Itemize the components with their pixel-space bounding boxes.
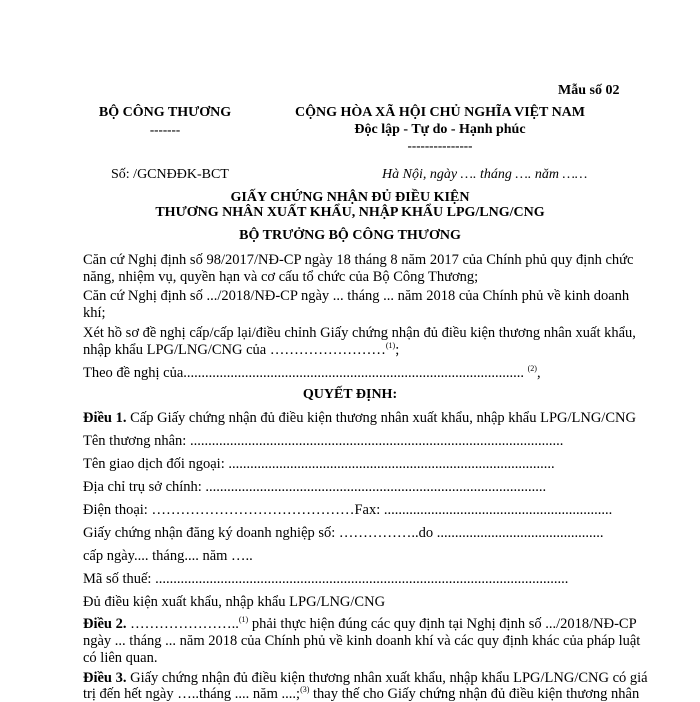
document-number: Số: /GCNĐĐK-BCT	[111, 167, 229, 182]
nation-name: CỘNG HÒA XÃ HỘI CHỦ NGHĨA VIỆT NAM	[294, 105, 585, 120]
eligibility-statement: Đủ điều kiện xuất khẩu, nhập khẩu LPG/LNG/CNG	[83, 594, 386, 610]
article-3: Điều 3. Giấy chứng nhận đủ điều kiện thương nhân xuất khẩu, nhập khẩu LPG/LNG/CNG có giá	[83, 670, 648, 686]
preamble-gas-decree: Căn cứ Nghị định số .../2018/NĐ-CP ngày ... tháng ... năm 2018 của Chính phủ về kinh doanh	[83, 288, 630, 304]
form-number: Mẫu số 02	[558, 83, 620, 98]
article-2: Điều 2. …………………..$^{(1)}$ phải thực hiện đúng các quy định tại Nghị định số .../2018/NĐ-CP	[83, 615, 637, 632]
ministry-name: BỘ CÔNG THƯƠNG	[98, 105, 232, 120]
field-phone-fax: Điện thoại: ……………………………………Fax: ...............................................................	[83, 502, 613, 518]
preamble-application: Xét hồ sơ đề nghị cấp/cấp lại/điều chỉnh Giấy chứng nhận đủ điều kiện thương nhân xuất khẩu,	[83, 325, 636, 341]
national-motto: Độc lập - Tự do - Hạnh phúc	[354, 122, 526, 137]
article-3-cont: trị đến hết ngày …..tháng .... năm ....;$^{(3)}$ thay thế cho Giấy chứng nhận đủ điều kiện thương nhân	[83, 685, 640, 702]
motto-rule: ---------------	[407, 138, 473, 153]
field-trader-name: Tên thương nhân: .......................................................................................................	[83, 433, 564, 449]
preamble-gas-decree-cont: khí;	[83, 305, 106, 321]
certificate-title: GIẤY CHỨNG NHẬN ĐỦ ĐIỀU KIỆN	[230, 190, 470, 205]
place-and-date: Hà Nội, ngày …. tháng …. năm ……	[382, 167, 588, 182]
preamble-application-cont: nhập khẩu LPG/LNG/CNG của ……………………$^{(1)}$;	[83, 341, 400, 358]
footnote-ref-2: (2)	[527, 364, 537, 374]
field-business-registration: Giấy chứng nhận đăng ký doanh nghiệp số: ……………..do ..............................................	[83, 525, 604, 541]
article-2-label: Điều 2.	[83, 616, 127, 632]
preamble-proposal: Theo đề nghị của.............................................................................................. $^{(2)}$,	[83, 364, 541, 381]
field-tax-code: Mã số thuế: ..................................................................................................................	[83, 571, 569, 587]
preamble-decree-98: Căn cứ Nghị định số 98/2017/NĐ-CP ngày 18 tháng 8 năm 2017 của Chính phủ quy định chức	[83, 252, 634, 268]
ministry-rule: -------	[149, 122, 181, 137]
article-3-label: Điều 3.	[83, 670, 127, 686]
field-foreign-trade-name: Tên giao dịch đối ngoại: ..........................................................................................	[83, 456, 555, 472]
field-issue-date: cấp ngày.... tháng.... năm …..	[83, 548, 253, 564]
article-2-cont: ngày ... tháng ... năm 2018 của Chính phủ về kinh doanh khí và các quy định khác của pháp luật	[83, 633, 641, 649]
field-head-office-address: Địa chỉ trụ sở chính: ..............................................................................................	[83, 479, 547, 495]
article-2-end: có liên quan.	[83, 650, 158, 666]
certificate-subtitle: THƯƠNG NHÂN XUẤT KHẨU, NHẬP KHẨU LPG/LNG/CNG	[155, 205, 545, 220]
issuing-authority: BỘ TRƯỞNG BỘ CÔNG THƯƠNG	[239, 228, 461, 243]
preamble-decree-98-cont: năng, nhiệm vụ, quyền hạn và cơ cấu tổ chức của Bộ Công Thương;	[83, 269, 479, 285]
footnote-ref-1b: (1)	[238, 615, 249, 625]
footnote-ref-3: (3)	[300, 685, 310, 695]
article-1: Điều 1. Cấp Giấy chứng nhận đủ điều kiện thương nhân xuất khẩu, nhập khẩu LPG/LNG/CNG	[83, 410, 636, 426]
footnote-ref-1: (1)	[385, 341, 396, 351]
article-1-label: Điều 1.	[83, 410, 127, 426]
decision-heading: QUYẾT ĐỊNH:	[302, 387, 398, 402]
